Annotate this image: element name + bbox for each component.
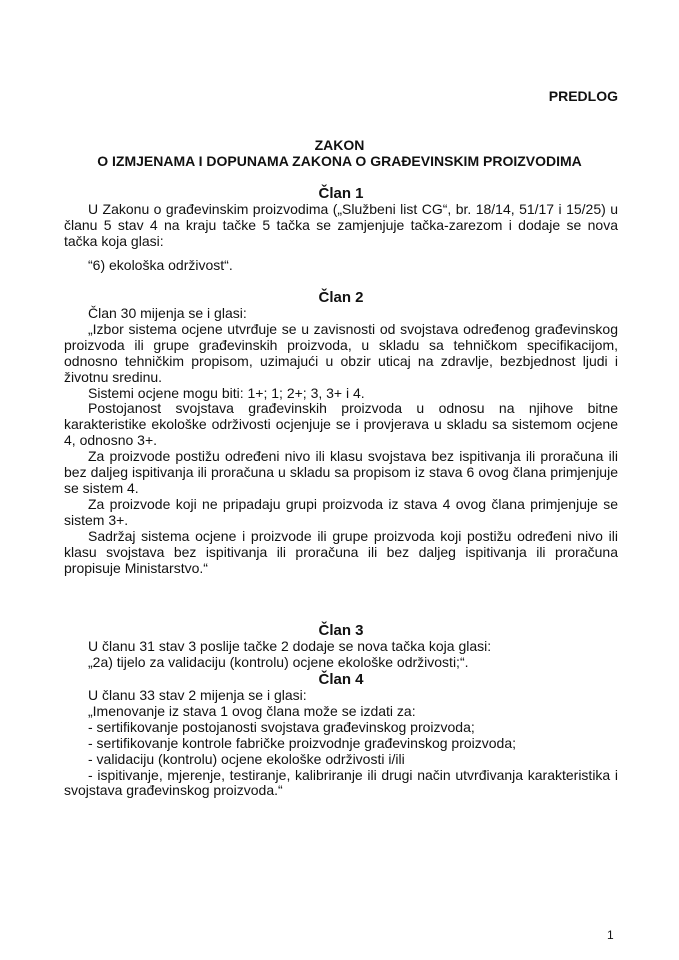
- paragraph: „2a) tijelo za validaciju (kontrolu) ocjene ekološke održivosti;“.: [88, 653, 469, 670]
- paragraph: Sistemi ocjene mogu biti: 1+; 1; 2+; 3, 3+ i 4.: [88, 384, 365, 401]
- paragraph: Za proizvode postižu određeni nivo ili klasu svojstava bez ispitivanja ili proračuna ili bez daljeg ispitivanja ili proračuna u skladu sa propisom iz stava 6 ovog člana primjenjuje se sistem 4.: [64, 448, 618, 496]
- paragraph: U članu 31 stav 3 poslije tačke 2 dodaje se nova tačka koja glasi:: [88, 638, 492, 654]
- page-number: 1: [607, 928, 614, 942]
- paragraph: U Zakonu o građevinskim proizvodima („Službeni list CG“, br. 18/14, 51/17 i 15/25) u članu 5 stav 4 na kraju tačke 5 tačka se zamjenjuje tačka-zarezom i dodaje se nova tačka koja glasi:: [64, 201, 618, 249]
- article-1: [64, 186, 618, 274]
- article-heading: Član 2: [318, 289, 364, 306]
- article-heading: Član 3: [318, 622, 364, 639]
- list-item: - validaciju (kontrolu) ocjene ekološke održivosti i/ili: [88, 750, 405, 767]
- paragraph: „Izbor sistema ocjene utvrđuje se u zavisnosti od svojstava određenog građevinskog proizvoda ili grupe građevinskih proizvoda, u skladu sa tehničkom specifikacijom, odnosno tehničkim propisom, uzimajući u obzir uticaj na zdravlje, bezbjednost ljudi i životnu sredinu.: [64, 320, 618, 385]
- list-item: - sertifikovanje kontrole fabričke proizvodnje građevinskog proizvoda;: [88, 734, 516, 751]
- paragraph: Za proizvode koji ne pripadaju grupi proizvoda iz stava 4 ovog člana primjenjuje se sistem 3+.: [64, 495, 618, 528]
- paragraph: „Imenovanje iz stava 1 ovog člana može se izdati za:: [88, 702, 416, 719]
- draft-label: PREDLOG: [548, 88, 618, 104]
- list-item: - ispitivanje, mjerenje, testiranje, kalibriranje ili drugi način utvrđivanja karakteristika i svojstava građevinskog proizvoda.“: [64, 766, 618, 799]
- paragraph: Član 30 mijenja se i glasi:: [88, 305, 247, 321]
- article-heading: Član 4: [318, 671, 364, 688]
- law-title: [0, 137, 679, 169]
- paragraph: U članu 33 stav 2 mijenja se i glasi:: [88, 687, 307, 703]
- article-heading: Član 1: [318, 185, 364, 202]
- paragraph: “6) ekološka održivost“.: [88, 256, 233, 273]
- paragraph: Postojanost svojstava građevinskih proizvoda u odnosu na njihove bitne karakteristike ekološke održivosti ocjenjuje se i provjerava u skladu sa sistemom ocjene 4, odnosno 3+.: [64, 400, 618, 449]
- list-item: - sertifikovanje postojanosti svojstava građevinskog proizvoda;: [88, 718, 475, 735]
- article-3: [64, 623, 618, 671]
- paragraph: Sadržaj sistema ocjene i proizvode ili grupe proizvoda koji postižu određeni nivo ili klasu svojstava bez ispitivanja ili proračuna ili bez daljeg ispitivanja ili proračuna propisuje Ministarstvo.“: [64, 527, 618, 576]
- article-4: [64, 672, 618, 799]
- title-line-1: ZAKON: [314, 137, 365, 153]
- title-line-2: O IZMJENAMA I DOPUNAMA ZAKONA O GRAĐEVINSKIM PROIZVODIMA: [97, 153, 582, 169]
- article-2: [64, 290, 618, 576]
